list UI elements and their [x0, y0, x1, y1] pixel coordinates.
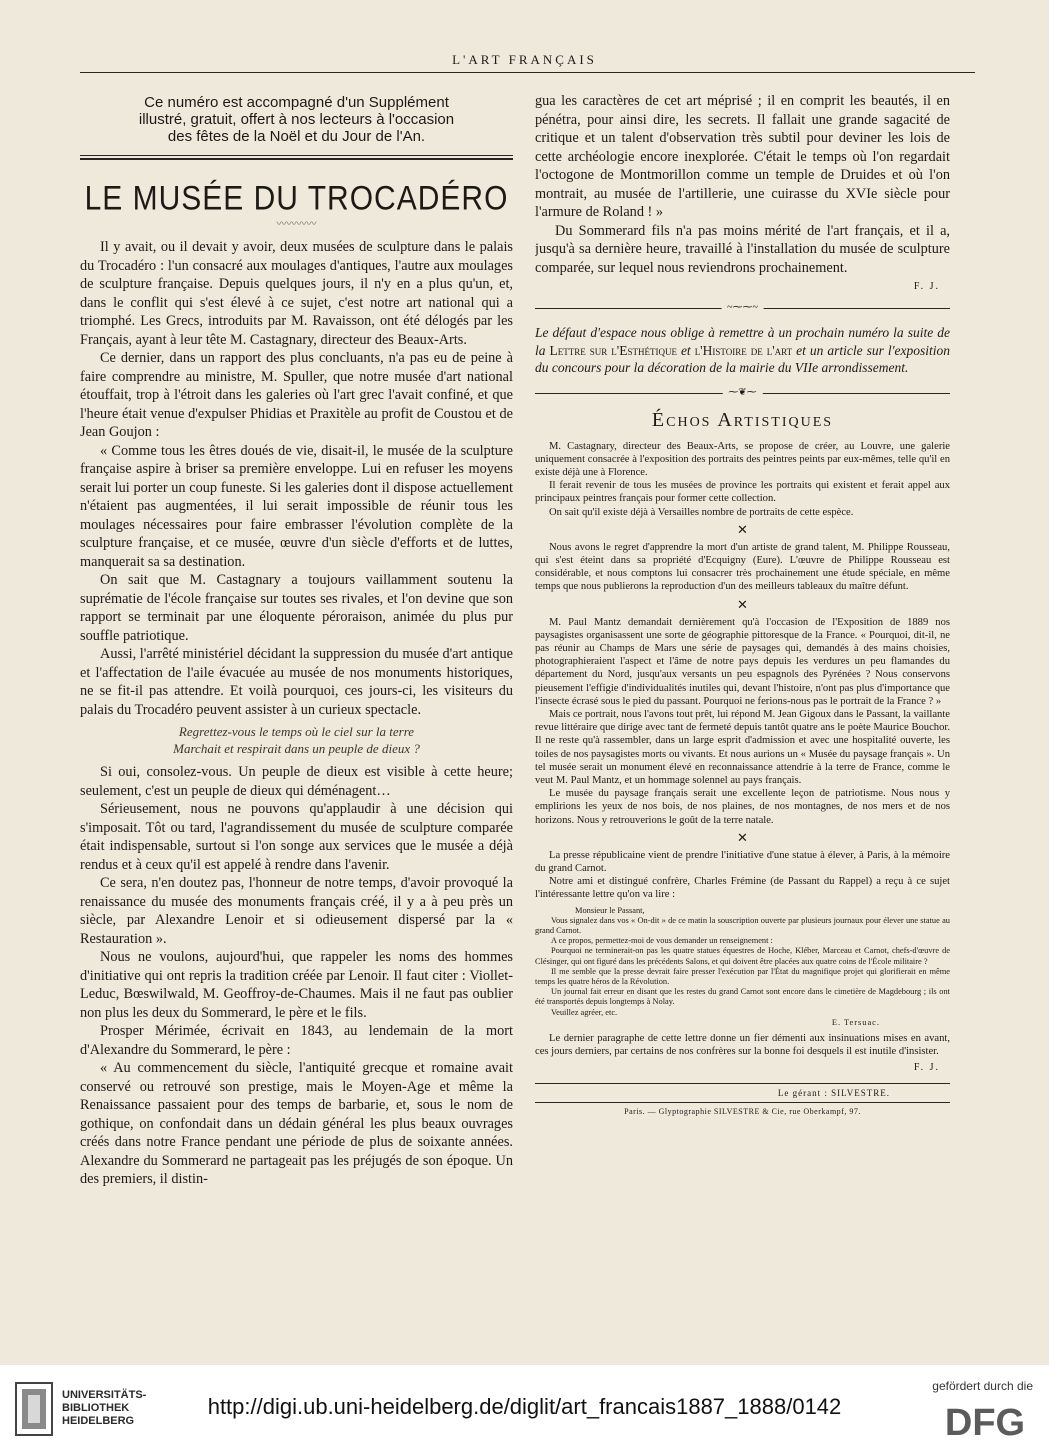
- verse-line: Regrettez-vous le temps où le ciel sur la terre: [178, 724, 415, 739]
- colophon-rule: [535, 1083, 950, 1084]
- paragraph: Ce sera, n'en doutez pas, l'honneur de notre temps, d'avoir provoqué la renaissance du musée des monuments français créé, il y a à peu près un siècle, par Alexandre Lenoir et si odieusement dispersé par la « Restauration ».: [80, 875, 513, 947]
- echo-paragraph: On sait qu'il existe déjà à Versailles nombre de portraits de cette espèce.: [549, 506, 854, 518]
- echos-heading: Échos Artistiques: [651, 408, 834, 431]
- letter-signer: E. Tersuac.: [831, 1017, 880, 1027]
- echo-paragraph: Il ferait revenir de tous les musées de province les portraits qui existent et ferait appel aux principaux peintres français pour former cette collection.: [535, 480, 950, 505]
- svg-text:DFG: DFG: [944, 1402, 1026, 1441]
- printer-imprint: Paris. — Glyptographie SILVESTRE & Cie, rue Oberkampf, 97.: [624, 1107, 861, 1117]
- echo-paragraph: Mais ce portrait, nous l'avons tout prêt, lui répond M. Jean Gigoux dans le Passant, la vaillante revue littéraire que dirige avec tant de fermeté depuis tantôt quatre ans le poète Maurice Bouchor. Il ne reste qu'à rassembler, dans un large esprit d'admission et avec une hospitalité ouverte, les toiles de nos paysagistes morts ou vivants. Et nous aurions un « Musée du paysage français ». Un tel musée serait un monument élevé en reconnaissance attendrie à la terre de France, comme le veut M. Paul Mantz, et un hommage solennel au pays français.: [535, 708, 950, 786]
- paragraph: Aussi, l'arrêté ministériel décidant la suppression du musée d'art antique et l'affectation de l'aile évacuée au musée de nos monuments historiques, ne se fit-il pas attendre. Et voilà pourquoi, ces jours-ci, les visiteurs du palais du Trocadéro peuvent assister à un curieux spectacle.: [80, 646, 513, 718]
- article-body: [80, 238, 513, 1189]
- paragraph: Si oui, consolez-vous. Un peuple de dieux est visible à cette heure; seulement, c'est un peuple de dieux qui déménagent…: [80, 764, 513, 799]
- verse-quote: [80, 723, 513, 757]
- echo-paragraph: Notre ami et distingué confrère, Charles Frémine (de Passant du Rappel) a reçu à ce sujet l'intéressante lettre qu'on va lire :: [535, 876, 950, 901]
- letter-line: A ce propos, permettez-moi de vous demander un renseignement :: [551, 936, 773, 946]
- separator-icon: ✕: [737, 829, 748, 845]
- echo-paragraph: M. Paul Mantz demandait dernièrement qu'à l'occasion de l'Exposition de 1889 nos paysagistes organisassent une sorte de géographie pittoresque de la France. « Pourquoi, dit-il, ne pas réunir au Champs de Mars une série de paysages qui, demandés à des mains choisies, photographieraient l'aspect et l'âme de notre pays depuis les verdures un peu flamandes du département du Nord, jusqu'aux versants un peu espagnols des Pyrénées ? Nous conservons pieusement l'effigie d'individualités inutiles qui, devant l'histoire, n'ont pas plus d'importance que l'insecte écrasé sous le pied du passant. Pourquoi ne ferions-nous pas le portrait de la France ? »: [535, 616, 950, 707]
- separator-icon: ✕: [737, 521, 748, 537]
- article-signature: F. J.: [913, 281, 940, 292]
- paragraph: On sait que M. Castagnary a toujours vaillamment soutenu la suprématie de l'école française sur toutes ses rivales, et l'on devine que son rapport se terminait par une éloquente péroraison, animée du plus pur souffle patriotique.: [80, 572, 513, 644]
- notice-line: Ce numéro est accompagné d'un Supplément: [144, 94, 449, 111]
- right-column: [535, 92, 950, 1332]
- article-continuation: [535, 92, 950, 277]
- permalink-url[interactable]: http://digi.ub.uni-heidelberg.de/diglit/art_francais1887_1888/0142: [207, 1394, 842, 1419]
- notice-line: illustré, gratuit, offert à nos lecteurs à l'occasion: [138, 111, 455, 128]
- paragraph: Nous ne voulons, aujourd'hui, que rappeler les noms des hommes d'initiative qui ont repris la tradition créée par Lenoir. Il faut citer : Viollet-Leduc, Bœswilwald, M. Geoffroy-de-Chaumes. Mais il ne faut pas oublier non plus les deux du Sommerard, le père et le fils.: [80, 949, 513, 1021]
- ornament-icon: ⁓❦⁓: [722, 387, 762, 399]
- quoted-letter: [535, 906, 950, 1028]
- gerant-line: Le gérant : SILVESTRE.: [777, 1088, 890, 1099]
- letter-line: Il me semble que la presse devrait faire presser l'exécution par l'État du magnifique projet qui glorifierait en même temps les quatre héros de la Révolution.: [535, 966, 950, 987]
- funding-note: gefördert durch die: [932, 1379, 1033, 1393]
- echo-paragraph: Le dernier paragraphe de cette lettre donne un fier démenti aux insinuations mises en avant, ces jours derniers, par certains de nos confrères sur la bonne foi desquels il est inutile d'insister.: [535, 1033, 950, 1058]
- paragraph: Ce dernier, dans un rapport des plus concluants, n'a pas eu de peine à faire comprendre au ministre, M. Spuller, que notre musée d'art national étouffait, trop à l'étroit dans les galeries où l'art grec l'avait confiné, et que l'heure était venue d'expulser Phidias et Praxitèle au profit de Coustou et de Jean Goujon :: [80, 350, 513, 440]
- paragraph: gua les caractères de cet art méprisé ; il en comprit les beautés, il en pénétra, pour ainsi dire, les secrets. Il fallait une grande sagacité de critique et un talent d'observation très subtil pour deviner les lois de cette archéologie encore inexplorée. C'était le temps où l'on regardait l'octogone de Montmorillon comme un temple de Druides et où l'on montrait, au musée de l'artillerie, une cuirasse du XVIe siècle pour l'armure de Roland ! »: [535, 93, 950, 220]
- verse-line: Marchait et respirait dans un peuple de dieux ?: [173, 741, 420, 756]
- header-rule: [80, 72, 975, 73]
- paragraph: Il y avait, ou il devait y avoir, deux musées de sculpture dans le palais du Trocadéro : l'un consacré aux moulages d'antiques, l'autre aux moulages de sculpture française. Depuis quelques jours, il n'y en a plus qu'un, et, dans le conflit qui s'est élevé à ce sujet, c'est notre art national qui a triomphé. Les Grecs, introduits par M. Ravaisson, ont été délogés par les Français, ayant à leur tête M. Castagnary, directeur des Beaux-Arts.: [80, 239, 513, 348]
- notice-line: des fêtes de la Noël et du Jour de l'An.: [167, 128, 426, 145]
- notice-rule-thick: [80, 158, 513, 160]
- paragraph: « Au commencement du siècle, l'antiquité grecque et romaine avait conservé ou retrouvé son prestige, mais le Moyen-Age et même la Renaissance passaient pour des temps de barbarie, et, sous le nom de gothique, on confondait dans un dédain général les plus beaux ouvrages créés dans notre France pendant une période de plus de soixante années. Alexandre du Sommerard ne partageait pas les préjugés de son époque. Un des premiers, il distin-: [80, 1060, 513, 1187]
- ornament-icon: ~⁓⁓~: [721, 302, 764, 314]
- echo-paragraph: Le musée du paysage français serait une excellente leçon de patriotisme. Nous nous y emplirions les yeux de nos bois, de nos plaines, de nos montagnes, de nos mers et de nos horizons. Nous y retrouverions le goût de la terre natale.: [535, 788, 950, 826]
- article-title: LE MUSÉE DU TROCADÉRO: [84, 179, 509, 218]
- notice-rule: [80, 155, 513, 156]
- left-column: [80, 92, 513, 1332]
- echos-signature: F. J.: [913, 1062, 940, 1074]
- letter-commentary: [535, 1032, 950, 1058]
- letter-line: Veuillez agréer, etc.: [551, 1007, 618, 1017]
- letter-salutation: Monsieur le Passant,: [575, 905, 645, 915]
- separator-icon: ✕: [737, 596, 748, 612]
- echo-paragraph: Nous avons le regret d'apprendre la mort d'un artiste de grand talent, M. Philippe Rousseau, qui s'est éteint dans sa propriété d'Ecquigny (Eure). L'œuvre de Philippe Rousseau est considérable, et nous comptons lui consacrer très prochainement une étude spéciale, en même temps que nous publierons la reproduction d'un des meilleurs tableaux du maître défunt.: [535, 541, 950, 593]
- digitization-footer: [0, 1365, 1049, 1453]
- letter-line: Pourquoi ne terminerait-on pas les quatre statues équestres de Hoche, Kléber, Marceau et Carnot, chefs-d'œuvre de Clésinger, qui ont figuré dans les précédents Salons, et qui doivent être placées aux quatre coins de l'École militaire ?: [535, 946, 950, 966]
- supplement-notice: [80, 94, 513, 145]
- colophon-rule: [535, 1102, 950, 1103]
- ornament-rule: [535, 302, 950, 314]
- echo-paragraph: M. Castagnary, directeur des Beaux-Arts, se propose de créer, au Louvre, une galerie uniquement consacrée à l'exposition des portraits des peintres peints par eux-mêmes, telle qu'il en existe déjà une à Florence.: [535, 440, 950, 478]
- paragraph: Du Sommerard fils n'a pas moins mérité de l'art français, et il a, jusqu'à sa dernière heure, travaillé à l'installation du musée de sculpture comparée, sur lequel nous reviendrons prochainement.: [535, 222, 950, 276]
- dfg-logo-icon: [937, 1401, 1033, 1441]
- ornament-rule: [535, 387, 950, 399]
- running-header: L'ART FRANÇAIS: [452, 52, 597, 67]
- echo-paragraph: La presse républicaine vient de prendre l'initiative d'une statue à élever, à Paris, à la mémoire du grand Carnot.: [535, 849, 950, 874]
- title-flourish: 〰〰〰〰: [276, 219, 317, 230]
- letter-line: Vous signalez dans vos « On-dit » de ce matin la souscription ouverte par plusieurs journaux pour élever une statue au grand Carnot.: [535, 915, 950, 935]
- paragraph: Prosper Mérimée, écrivait en 1843, au lendemain de la mort d'Alexandre du Sommerard, le père :: [80, 1023, 513, 1058]
- library-name: UNIVERSITÄTS- BIBLIOTHEK HEIDELBERG: [62, 1389, 147, 1427]
- letter-line: Un journal fait erreur en disant que les restes du grand Carnot sont encore dans le cimetière de Magdebourg ; ils ont été transportés depuis longtemps à Nolay.: [535, 987, 950, 1007]
- echos-body: [535, 440, 950, 902]
- paragraph: « Comme tous les êtres doués de vie, disait-il, le musée de la sculpture française aspire à briser sa première enveloppe. Lui en refuser les moyens serait lui porter un coup funeste. Si les galeries dont il dispose actuellement n'étaient pas augmentées, il lui serait impossible de réunir tous les moulages nécessaires pour faire embrasser l'évolution complète de la sculpture française, et ce musée, œuvre d'un siècle d'efforts et de luttes, manquerait sa sa destination.: [80, 442, 513, 570]
- postponement-note: Le défaut d'espace nous oblige à remettre à un prochain numéro la suite de la Lettre sur l'Esthétique et l'Histoire de l'art et un article sur l'exposition du concours pour la décoration de la mairie du VIIe arrondissement.: [535, 325, 950, 375]
- paragraph: Sérieusement, nous ne pouvons qu'applaudir à une décision qui s'imposait. Tôt ou tard, l'agrandissement du musée de sculpture comparée était indispensable, surtout si l'on songe aux services que le musée a déjà rendus et à ceux qu'il est appelé à rendre dans l'avenir.: [80, 801, 513, 873]
